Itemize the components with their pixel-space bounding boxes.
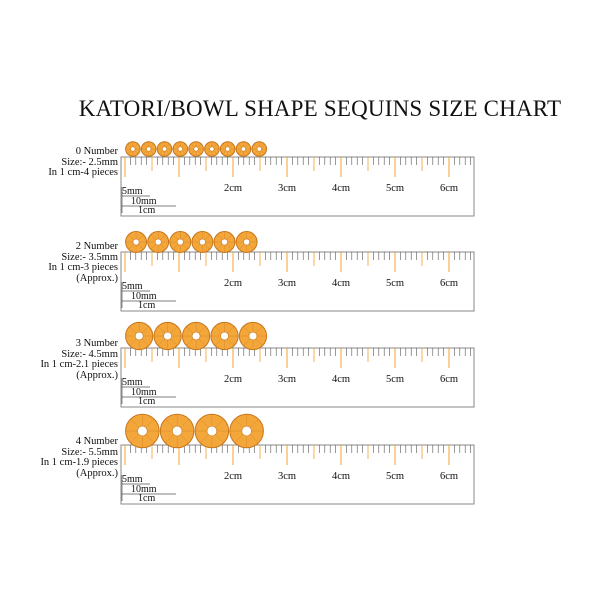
sequin-hole <box>131 147 135 151</box>
approx-note: (Approx.) <box>76 369 118 381</box>
sequin-hole <box>257 147 261 151</box>
ruler-frame <box>121 445 474 504</box>
cm-label: 2cm <box>223 374 243 385</box>
sequin-hole <box>135 332 143 340</box>
sequin-number: 2 Number <box>75 241 118 252</box>
pieces-per-cm: In 1 cm-1.9 pieces <box>40 457 118 468</box>
cm-label: 6cm <box>439 183 459 194</box>
cm-label: 2cm <box>223 471 243 482</box>
label-1cm: 1cm <box>138 205 156 216</box>
cm-label: 3cm <box>277 278 297 289</box>
sequin-hole <box>138 426 148 436</box>
label-10mm: 10mm <box>131 387 157 398</box>
approx-note: (Approx.) <box>76 467 118 479</box>
cm-label: 4cm <box>331 183 351 194</box>
sequin-hole <box>221 239 227 245</box>
label-1cm: 1cm <box>138 300 156 311</box>
pieces-per-cm: In 1 cm-4 pieces <box>48 167 118 178</box>
sequin-hole <box>244 239 250 245</box>
pieces-per-cm: In 1 cm-2.1 pieces <box>40 359 118 370</box>
label-5mm: 5mm <box>122 474 143 485</box>
sequin-number: 4 Number <box>75 436 118 447</box>
sequin-hole <box>199 239 205 245</box>
cm-label: 6cm <box>439 471 459 482</box>
sequin-hole <box>225 147 229 151</box>
cm-label: 2cm <box>223 278 243 289</box>
cm-label: 5cm <box>385 183 405 194</box>
sequin-size: Size:- 3.5mm <box>61 251 118 263</box>
sequin-number: 0 Number <box>75 146 118 157</box>
sequin-hole <box>221 332 229 340</box>
label-1cm: 1cm <box>138 493 156 504</box>
cm-label: 3cm <box>277 183 297 194</box>
sequin-number: 3 Number <box>75 338 118 349</box>
sequin-hole <box>164 332 172 340</box>
label-10mm: 10mm <box>131 484 157 495</box>
sequin-hole <box>155 239 161 245</box>
label-10mm: 10mm <box>131 291 157 302</box>
sequin-size: Size:- 2.5mm <box>61 156 118 168</box>
sequin-hole <box>194 147 198 151</box>
cm-label: 4cm <box>331 471 351 482</box>
sequin-hole <box>192 332 200 340</box>
sequin-hole <box>242 426 252 436</box>
sequin-hole <box>177 239 183 245</box>
ruler-frame <box>121 252 474 311</box>
cm-label: 4cm <box>331 374 351 385</box>
approx-note: (Approx.) <box>76 272 118 284</box>
sequin-hole <box>172 426 182 436</box>
sequin-hole <box>241 147 245 151</box>
sequin-hole <box>178 147 182 151</box>
label-5mm: 5mm <box>122 377 143 388</box>
ruler-frame <box>121 348 474 407</box>
cm-label: 3cm <box>277 471 297 482</box>
sequin-hole <box>162 147 166 151</box>
cm-label: 4cm <box>331 278 351 289</box>
sequin-size: Size:- 5.5mm <box>61 446 118 458</box>
cm-label: 6cm <box>439 374 459 385</box>
cm-label: 3cm <box>277 374 297 385</box>
cm-label: 5cm <box>385 278 405 289</box>
sequin-hole <box>207 426 217 436</box>
label-10mm: 10mm <box>131 196 157 207</box>
label-1cm: 1cm <box>138 396 156 407</box>
sequin-hole <box>133 239 139 245</box>
cm-label: 5cm <box>385 471 405 482</box>
sequin-hole <box>146 147 150 151</box>
pieces-per-cm: In 1 cm-3 pieces <box>48 262 118 273</box>
label-5mm: 5mm <box>122 281 143 292</box>
sequin-hole <box>210 147 214 151</box>
cm-label: 5cm <box>385 374 405 385</box>
label-5mm: 5mm <box>122 186 143 197</box>
chart-title: KATORI/BOWL SHAPE SEQUINS SIZE CHART <box>78 96 562 121</box>
sequin-hole <box>249 332 257 340</box>
sequin-size: Size:- 4.5mm <box>61 348 118 360</box>
cm-label: 6cm <box>439 278 459 289</box>
cm-label: 2cm <box>223 183 243 194</box>
ruler-frame <box>121 157 474 216</box>
